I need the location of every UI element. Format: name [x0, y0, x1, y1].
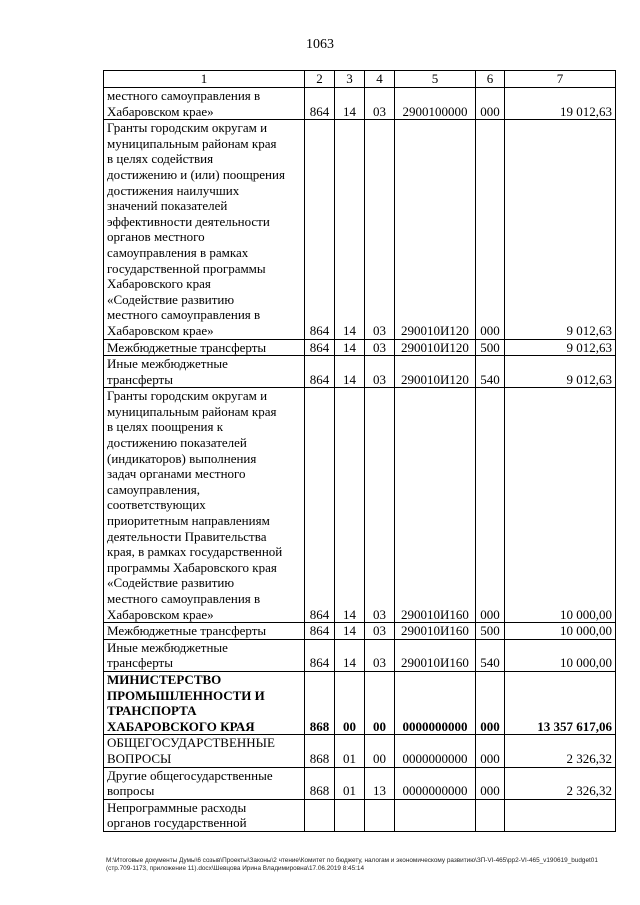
header-cell: 2	[305, 71, 335, 88]
subsection-cell	[365, 799, 395, 831]
header-cell: 7	[505, 71, 616, 88]
item-name-line: Иные межбюджетные	[107, 639, 228, 655]
ministry-code-cell: 868	[305, 767, 335, 799]
subsection-cell: 03	[365, 356, 395, 388]
amount-cell: 2 326,32	[505, 735, 616, 767]
item-name-line: местного самоуправления в	[107, 307, 261, 323]
expense-type-cell: 000	[476, 388, 505, 623]
item-name-line: трансферты	[107, 655, 173, 671]
item-name-cell	[104, 799, 305, 831]
item-name-line: самоуправления в рамках	[107, 244, 249, 260]
subsection-cell: 03	[365, 639, 395, 671]
subsection-cell: 03	[365, 623, 395, 640]
item-name-line: Хабаровском крае»	[107, 103, 214, 119]
ministry-code-cell: 868	[305, 671, 335, 734]
header-cell: 1	[104, 71, 305, 88]
table-row	[104, 120, 616, 339]
item-name-line: эффективности деятельности	[107, 213, 270, 229]
item-name-cell	[104, 735, 305, 767]
item-name-line: Хабаровском крае»	[107, 322, 214, 338]
target-article-cell	[395, 799, 476, 831]
ministry-code-cell: 864	[305, 356, 335, 388]
item-name-line: в целях содействия	[107, 151, 214, 167]
item-name-line: вопросы	[107, 783, 155, 799]
target-article-cell: 290010И160	[395, 639, 476, 671]
section-cell: 14	[335, 88, 365, 120]
ministry-code-cell: 864	[305, 88, 335, 120]
ministry-code-cell: 864	[305, 339, 335, 356]
item-name-line: соответствующих	[107, 497, 206, 513]
amount-cell: 10 000,00	[505, 623, 616, 640]
amount-cell: 19 012,63	[505, 88, 616, 120]
header-cell: 4	[365, 71, 395, 88]
item-name-line: программы Хабаровского края	[107, 559, 277, 575]
amount-cell: 9 012,63	[505, 120, 616, 339]
item-name-line: Гранты городским округам и	[107, 388, 268, 404]
amount-cell: 9 012,63	[505, 339, 616, 356]
item-name-line: в целях поощрения к	[107, 419, 224, 435]
ministry-code-cell: 864	[305, 120, 335, 339]
ministry-code-cell: 864	[305, 639, 335, 671]
expense-type-cell: 540	[476, 356, 505, 388]
table-row	[104, 388, 616, 623]
item-name-cell	[104, 623, 305, 640]
table-row	[104, 767, 616, 799]
item-name-line: местного самоуправления в	[107, 591, 261, 606]
subsection-cell: 00	[365, 671, 395, 734]
table-row	[104, 735, 616, 767]
target-article-cell: 290010И120	[395, 339, 476, 356]
table-row	[104, 88, 616, 120]
item-name-line: государственной программы	[107, 260, 266, 276]
table-row	[104, 339, 616, 356]
target-article-cell: 0000000000	[395, 767, 476, 799]
item-name-line: трансферты	[107, 371, 173, 387]
header-cell: 3	[335, 71, 365, 88]
table-header-row	[104, 71, 616, 88]
subsection-cell: 03	[365, 88, 395, 120]
item-name-line: Гранты городским округам и	[107, 120, 268, 136]
budget-table	[103, 70, 616, 832]
ministry-code-cell: 864	[305, 623, 335, 640]
subsection-cell: 03	[365, 339, 395, 356]
target-article-cell: 2900100000	[395, 88, 476, 120]
header-cell: 5	[395, 71, 476, 88]
item-name-line: МИНИСТЕРСТВО	[107, 671, 222, 687]
item-name-cell	[104, 120, 305, 339]
item-name-line: края, в рамках государственной	[107, 544, 283, 560]
item-name-cell	[104, 671, 305, 734]
item-name-line: «Содействие развитию	[107, 575, 235, 591]
item-name-cell	[104, 639, 305, 671]
item-name-line: ПРОМЫШЛЕННОСТИ И	[107, 687, 265, 703]
section-cell: 14	[335, 639, 365, 671]
target-article-cell: 290010И120	[395, 356, 476, 388]
table-row	[104, 639, 616, 671]
target-article-cell: 0000000000	[395, 671, 476, 734]
table-row	[104, 356, 616, 388]
item-name-line: задач органами местного	[107, 466, 246, 482]
item-name-line: Межбюджетные трансферты	[107, 339, 267, 355]
amount-cell: 13 357 617,06	[505, 671, 616, 734]
expense-type-cell: 000	[476, 88, 505, 120]
item-name-line: (индикаторов) выполнения	[107, 450, 257, 466]
target-article-cell: 290010И160	[395, 388, 476, 623]
subsection-cell: 03	[365, 120, 395, 339]
item-name-line: муниципальным районам края	[107, 403, 277, 419]
expense-type-cell: 000	[476, 767, 505, 799]
item-name-line: ОБЩЕГОСУДАРСТВЕННЫЕ	[107, 735, 275, 751]
expense-type-cell: 500	[476, 623, 505, 640]
section-cell: 14	[335, 623, 365, 640]
section-cell: 14	[335, 120, 365, 339]
item-name-cell	[104, 767, 305, 799]
ministry-code-cell	[305, 799, 335, 831]
target-article-cell: 290010И160	[395, 623, 476, 640]
item-name-line: Другие общегосударственные	[107, 767, 273, 783]
section-cell: 14	[335, 388, 365, 623]
item-name-line: достижению и (или) поощрения	[107, 166, 285, 182]
table-row	[104, 799, 616, 831]
amount-cell: 2 326,32	[505, 767, 616, 799]
item-name-line: муниципальным районам края	[107, 135, 277, 151]
section-cell: 01	[335, 735, 365, 767]
footer-file-path: М:\Итоговые документы Думы\6 созыв\Проекты\Законы\2 чтение\Комитет по бюджету, налогам и экономическому развитию\ЗП-VI-465\рр2-VI-465_v190619_budget01 (стр.709-1173, приложение 11).docx\Шевцова Ирина Владимировна\17.06.2019 8:45:14	[106, 857, 598, 872]
target-article-cell: 0000000000	[395, 735, 476, 767]
section-cell	[335, 799, 365, 831]
subsection-cell: 03	[365, 388, 395, 623]
amount-cell: 9 012,63	[505, 356, 616, 388]
item-name-line: органов местного	[107, 229, 205, 245]
table-row-ministry	[104, 671, 616, 734]
expense-type-cell: 000	[476, 120, 505, 339]
target-article-cell: 290010И120	[395, 120, 476, 339]
expense-type-cell: 540	[476, 639, 505, 671]
item-name-cell	[104, 88, 305, 120]
item-name-line: значений показателей	[107, 198, 228, 214]
ministry-code-cell: 864	[305, 388, 335, 623]
amount-cell: 10 000,00	[505, 639, 616, 671]
item-name-line: достижения наилучших	[107, 182, 240, 198]
item-name-line: Хабаровском крае»	[107, 606, 214, 622]
amount-cell: 10 000,00	[505, 388, 616, 623]
expense-type-cell: 000	[476, 735, 505, 767]
item-name-line: Иные межбюджетные	[107, 356, 228, 372]
section-cell: 01	[335, 767, 365, 799]
expense-type-cell: 000	[476, 671, 505, 734]
item-name-line: Межбюджетные трансферты	[107, 623, 267, 639]
item-name-line: Непрограммные расходы	[107, 799, 247, 815]
item-name-line: ХАБАРОВСКОГО КРАЯ	[107, 718, 255, 734]
item-name-cell	[104, 339, 305, 356]
section-cell: 14	[335, 339, 365, 356]
item-name-line: самоуправления,	[107, 481, 201, 497]
item-name-line: Хабаровского края	[107, 276, 211, 292]
item-name-line: органов государственной	[107, 815, 247, 831]
item-name-line: местного самоуправления в	[107, 88, 261, 103]
item-name-line: достижению показателей	[107, 435, 247, 451]
item-name-line: ТРАНСПОРТА	[107, 703, 197, 719]
ministry-code-cell: 868	[305, 735, 335, 767]
item-name-cell	[104, 356, 305, 388]
section-cell: 00	[335, 671, 365, 734]
item-name-line: деятельности Правительства	[107, 528, 267, 544]
table-row	[104, 623, 616, 640]
subsection-cell: 00	[365, 735, 395, 767]
subsection-cell: 13	[365, 767, 395, 799]
item-name-line: ВОПРОСЫ	[107, 750, 172, 766]
item-name-line: «Содействие развитию	[107, 291, 235, 307]
item-name-line: приоритетным направлениям	[107, 513, 270, 529]
amount-cell	[505, 799, 616, 831]
item-name-cell	[104, 388, 305, 623]
header-cell: 6	[476, 71, 505, 88]
expense-type-cell	[476, 799, 505, 831]
section-cell: 14	[335, 356, 365, 388]
page-number: 1063	[306, 37, 334, 52]
expense-type-cell: 500	[476, 339, 505, 356]
